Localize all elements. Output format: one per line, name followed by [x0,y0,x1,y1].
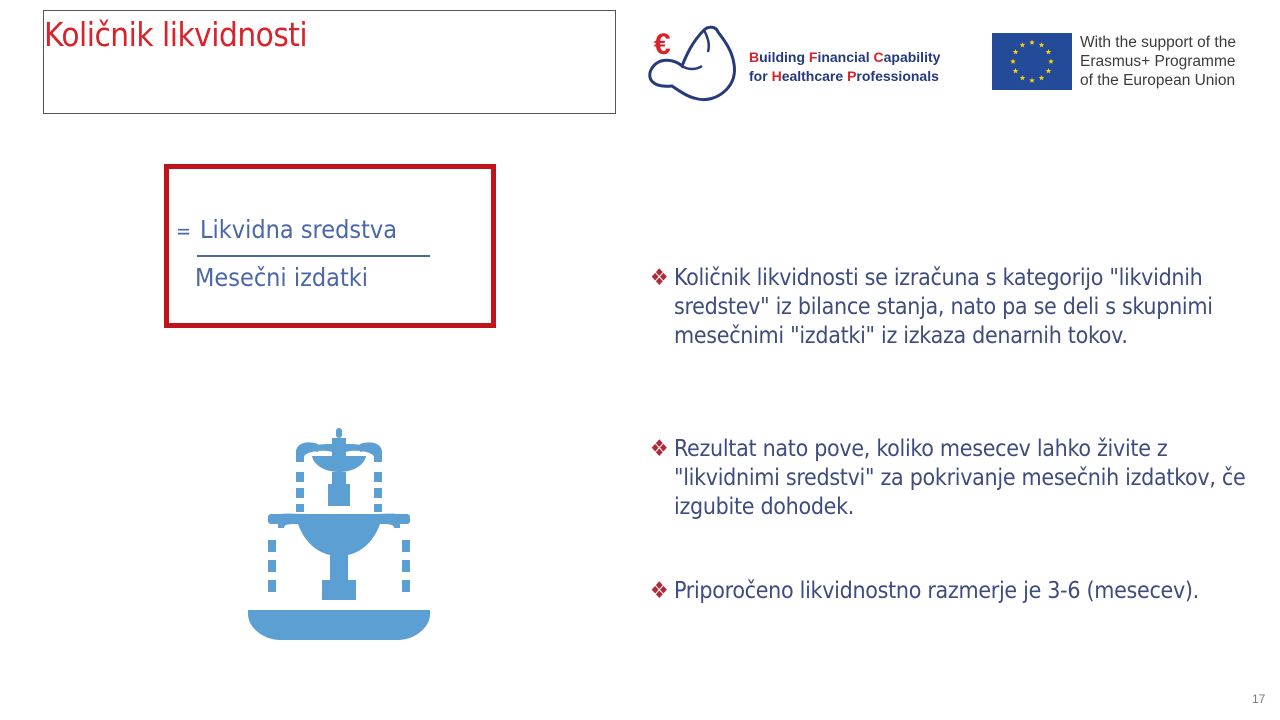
bullet-item-2 [650,435,1250,522]
eu-line-2: Erasmus+ Programme [1080,53,1236,70]
formula-box [164,164,496,328]
euro-symbol: € [654,28,671,61]
formula-denominator: Mesečni izdatki [195,263,369,292]
page-number: 17 [1252,692,1266,706]
bullet-text: Priporočeno likvidnostno razmerje je 3-6 (mesecev). [674,578,1199,604]
muscle-arm-euro-icon [646,22,746,104]
bullet-mark-icon: ❖ [650,578,669,604]
eu-support-text [1080,33,1236,90]
bullet-mark-icon: ❖ [650,265,669,291]
eu-line-3: of the European Union [1080,72,1236,89]
bfc-line-1: Building Financial Capability [749,49,941,65]
fountain-icon [248,428,430,640]
bullet-mark-icon: ❖ [650,436,669,462]
bfc-line-2: for Healthcare Professionals [749,68,939,84]
bullet-item-1 [650,264,1250,351]
eu-line-1: With the support of the [1080,34,1236,51]
slide-title: Količnik likvidnosti [44,15,308,54]
formula-numerator: Likvidna sredstva [200,215,397,244]
eu-flag-icon [992,33,1072,90]
title-box [43,10,616,114]
bullet-text: Količnik likvidnosti se izračuna s kategorijo "likvidnih sredstev" iz bilance stanja, nato pa se deli s skupnimi mesečnimi "izdatki" iz izkaza denarnih tokov. [674,265,1213,349]
formula-equals: = [176,219,192,243]
bullet-text: Rezultat nato pove, koliko mesecev lahko živite z "likvidnimi sredstvi" za pokrivanje mesečnih izdatkov, če izgubite dohodek. [674,436,1246,520]
bullet-item-3 [650,577,1250,606]
bfc-title [749,48,940,86]
fraction-line [197,255,430,257]
bfc-logo [646,22,956,104]
